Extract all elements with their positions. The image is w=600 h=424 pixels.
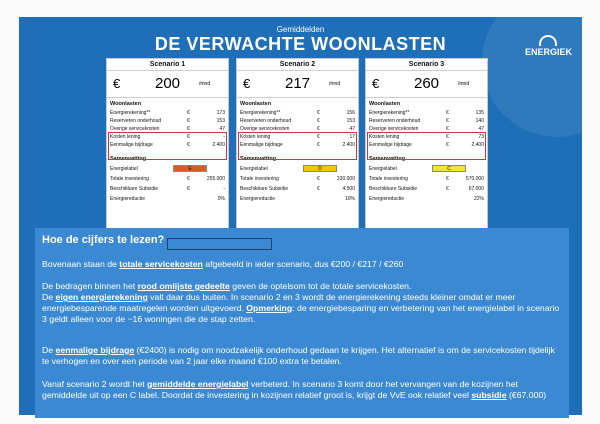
cost-row — [107, 125, 228, 133]
cost-row — [237, 133, 358, 141]
scenario-amount — [107, 71, 228, 98]
energielabel-badge: C — [432, 165, 466, 172]
summary-row — [237, 194, 358, 204]
row-currency: € — [187, 118, 190, 124]
summary-label: Beschikbare Subsidie — [110, 186, 159, 192]
row-currency: € — [446, 110, 449, 116]
cost-row — [107, 133, 228, 141]
energielabel-badge: E — [173, 165, 207, 172]
samenvatting-heading: Samenvatting — [369, 156, 406, 162]
brand-name: ENERGIEK — [524, 47, 572, 57]
row-currency: € — [187, 142, 190, 148]
poster-title: DE VERWACHTE WOONLASTEN — [154, 34, 447, 54]
cost-row — [107, 117, 228, 125]
p3-text-a: De — [42, 345, 56, 355]
summary-value: 255.000 — [206, 176, 225, 182]
row-currency: € — [317, 134, 320, 140]
row-currency: € — [446, 118, 449, 124]
row-value: 47 — [219, 126, 225, 132]
row-currency: € — [446, 142, 449, 148]
summary-currency: € — [446, 176, 449, 182]
row-label: Overige servicekosten — [110, 126, 160, 132]
energielabel-row — [107, 164, 228, 174]
row-value: 47 — [349, 126, 355, 132]
poster-subtitle: Gemiddelden — [276, 25, 325, 34]
amount-unit: /mnd — [458, 81, 470, 87]
row-label: Kosten lening — [110, 134, 141, 140]
summary-row — [107, 194, 228, 204]
summary-row — [107, 184, 228, 194]
p4-highlight-subsidy: subsidie — [471, 390, 507, 400]
brand-logo — [525, 35, 572, 57]
monthly-amount: 217 — [285, 75, 311, 92]
cost-row — [237, 125, 358, 133]
row-value: 2.400 — [342, 142, 355, 148]
cost-row — [237, 117, 358, 125]
monthly-amount: 260 — [414, 75, 440, 92]
p2-text-f: valt daar dus buiten. In scenario 2 en 3 wordt de energierekening steeds kleiner omdat er meer energiebesparende maatregelen worden uitgevoerd. — [42, 292, 516, 313]
summary-row — [366, 174, 487, 184]
cost-row — [366, 109, 487, 117]
cost-row — [237, 141, 358, 149]
p2-highlight-red-area: rood omlijste gedeelte — [137, 281, 230, 291]
row-value: 2.400 — [471, 142, 484, 148]
cost-row — [366, 133, 487, 141]
summary-value: 0% — [217, 196, 225, 202]
summary-label: Beschikbare Subsidie — [369, 186, 418, 192]
row-label: Eenmalige bijdrage — [369, 142, 412, 148]
monthly-amount: 200 — [155, 75, 181, 92]
energielabel-row — [366, 164, 487, 174]
p3-text-c: (€2400) is nodig om noodzakelijk onderhoud gedaan te krijgen. Het alternatief is om de servicekosten tijdelijk te verhogen en over een periode van 2 jaar elke maand €100 extra te betalen. — [42, 345, 555, 366]
row-currency: € — [446, 126, 449, 132]
row-value: 156 — [346, 110, 355, 116]
cost-row — [107, 109, 228, 117]
scenario-amount — [366, 71, 487, 98]
currency-symbol: € — [243, 76, 251, 91]
row-currency: € — [187, 126, 190, 132]
row-value: 140 — [475, 118, 484, 124]
summary-value: - — [223, 186, 225, 192]
paragraph-3 — [42, 345, 562, 367]
p2-text-a: De bedragen binnen het — [42, 281, 138, 291]
p3-highlight: eenmalige bijdrage — [55, 345, 135, 355]
cost-row — [366, 117, 487, 125]
row-label: Overige servicekosten — [369, 126, 419, 132]
summary-label: Energiereductie — [369, 196, 405, 202]
row-currency: € — [317, 118, 320, 124]
amount-unit: /mnd — [329, 81, 341, 87]
summary-label: Totale investering — [110, 176, 149, 182]
row-label: Kosten lening — [369, 134, 400, 140]
scenario-cards — [106, 58, 488, 242]
summary-label: Totale investering — [369, 176, 408, 182]
scenario-card-1 — [106, 58, 229, 242]
cost-row — [107, 141, 228, 149]
scenario-card-3 — [365, 58, 488, 242]
row-value: 153 — [216, 118, 225, 124]
summary-value: 330.000 — [336, 176, 355, 182]
samenvatting-heading: Samenvatting — [110, 156, 147, 162]
summary-row — [237, 174, 358, 184]
explanation-panel — [35, 228, 569, 418]
p4-text-c: verbeterd. In scenario 3 komt door het vervangen van de kozijnen het gemiddelde uit op een C label. Doordat de investering in kozijnen relatief groot is, krijgt de VvE ook relatief veel — [42, 379, 518, 400]
p2-text-d: De — [42, 292, 56, 302]
row-label: Eenmalige bijdrage — [240, 142, 283, 148]
summary-currency: € — [317, 176, 320, 182]
summary-value: 67.000 — [468, 186, 484, 192]
row-label: Reserveren onderhoud — [110, 118, 162, 124]
scenario-name: Scenario 1 — [107, 59, 228, 71]
cost-row — [366, 125, 487, 133]
row-value: 2.400 — [212, 142, 225, 148]
row-value: 73 — [478, 134, 484, 140]
scenario-amount — [237, 71, 358, 98]
row-currency: € — [317, 142, 320, 148]
row-label: Reserveren onderhoud — [369, 118, 421, 124]
row-value: 173 — [216, 110, 225, 116]
row-currency: € — [187, 110, 190, 116]
p4-text-e: (€67.000) — [506, 390, 547, 400]
summary-currency: € — [317, 186, 320, 192]
row-label: Energierekening** — [110, 110, 151, 116]
energielabel-label: Energielabel — [240, 166, 268, 172]
summary-row — [366, 184, 487, 194]
p4-highlight-label: gemiddelde energielabel — [147, 379, 249, 389]
cost-row — [237, 109, 358, 117]
row-value: 153 — [346, 118, 355, 124]
p2-highlight-note: Opmerking — [246, 303, 293, 313]
p4-text-a: Vanaf scenario 2 wordt het — [42, 379, 148, 389]
summary-label: Energiereductie — [110, 196, 146, 202]
cost-row — [366, 141, 487, 149]
summary-currency: € — [187, 186, 190, 192]
p2-text-c: geven de optelsom tot de totale servicekosten. — [229, 281, 412, 291]
row-label: Reserveren onderhoud — [240, 118, 292, 124]
row-label: Energierekening** — [240, 110, 281, 116]
summary-row — [107, 174, 228, 184]
paragraph-4 — [42, 379, 562, 401]
paragraph-2 — [42, 281, 562, 325]
explanation-title: Hoe de cijfers te lezen? — [42, 234, 165, 246]
brand-arc-icon — [539, 35, 557, 46]
summary-label: Energiereductie — [240, 196, 276, 202]
row-currency: € — [317, 110, 320, 116]
woonlasten-heading: Woonlasten — [369, 101, 401, 107]
row-label: Eenmalige bijdrage — [110, 142, 153, 148]
scenario-name: Scenario 3 — [366, 59, 487, 71]
row-value: 135 — [475, 110, 484, 116]
p2-text-h: : de energiebesparing en verbetering van het energielabel in scenario 3 geldt alleen voor de ~16 woningen die de stap zetten. — [42, 303, 560, 324]
currency-symbol: € — [113, 76, 121, 91]
row-label: Overige servicekosten — [240, 126, 290, 132]
summary-label: Totale investering — [240, 176, 279, 182]
summary-label: Beschikbare Subsidie — [240, 186, 289, 192]
summary-value: 22% — [473, 196, 484, 202]
summary-row — [366, 194, 487, 204]
woonlasten-heading: Woonlasten — [110, 101, 142, 107]
row-currency: € — [446, 134, 449, 140]
summary-currency: € — [187, 176, 190, 182]
row-value: 17 — [349, 134, 355, 140]
summary-value: 4.500 — [342, 186, 355, 192]
p2-highlight-own-bill: eigen energierekening — [55, 292, 148, 302]
summary-currency: € — [446, 186, 449, 192]
energielabel-label: Energielabel — [110, 166, 138, 172]
summary-value: 570.000 — [465, 176, 484, 182]
currency-symbol: € — [372, 76, 380, 91]
paragraph-1 — [42, 259, 562, 270]
p1-highlight: totale servicekosten — [119, 259, 203, 269]
scenario-name: Scenario 2 — [237, 59, 358, 71]
row-currency: € — [187, 134, 190, 140]
energielabel-row — [237, 164, 358, 174]
energielabel-label: Energielabel — [369, 166, 397, 172]
summary-row — [237, 184, 358, 194]
p1-text-a: Bovenaan staan de — [42, 259, 120, 269]
summary-value: 10% — [344, 196, 355, 202]
p1-text-c: afgebeeld in ieder scenario, dus €200 / €217 / €260 — [202, 259, 404, 269]
row-label: Energierekening** — [369, 110, 410, 116]
samenvatting-heading: Samenvatting — [240, 156, 277, 162]
row-value: 47 — [478, 126, 484, 132]
row-label: Kosten lening — [240, 134, 271, 140]
woonlasten-heading: Woonlasten — [240, 101, 272, 107]
row-value: - — [223, 134, 225, 140]
amount-unit: /mnd — [199, 81, 211, 87]
energielabel-badge: D — [303, 165, 337, 172]
scenario-card-2 — [236, 58, 359, 242]
row-currency: € — [317, 126, 320, 132]
